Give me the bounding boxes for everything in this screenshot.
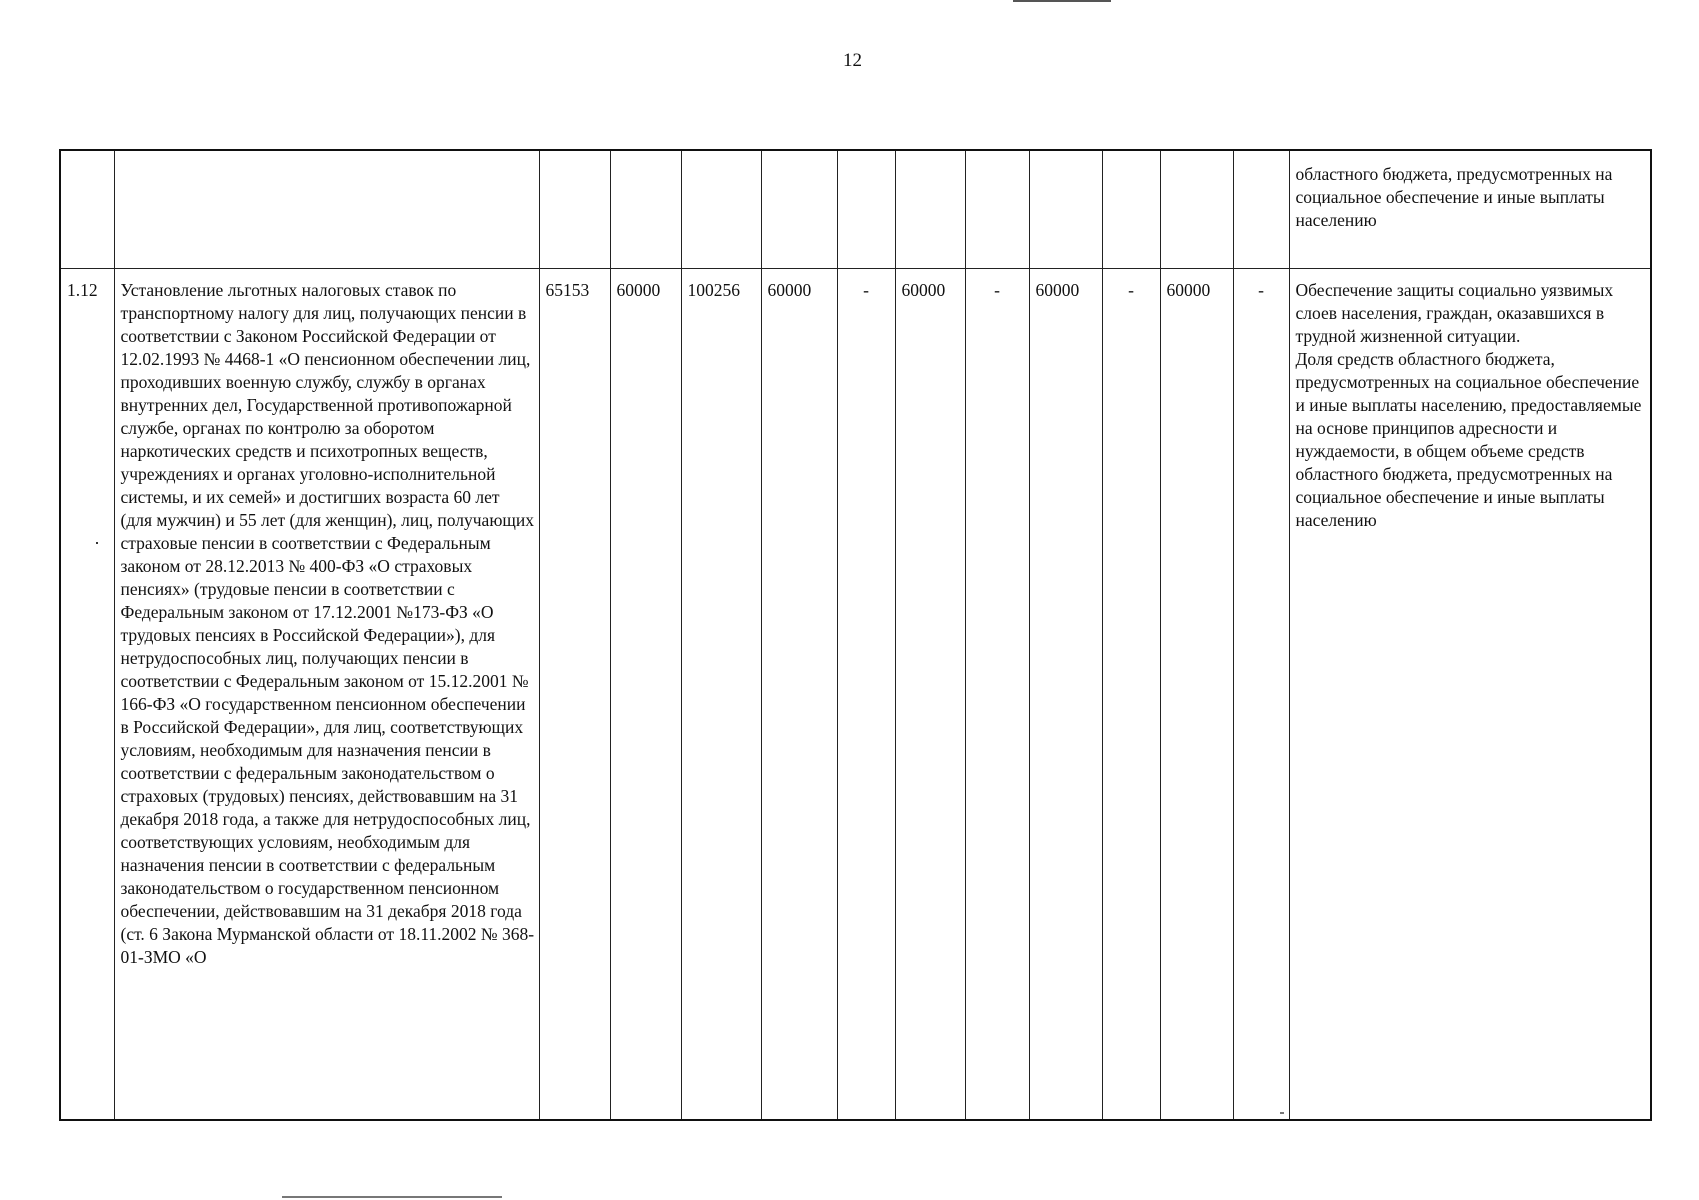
cell-value [1102,150,1160,269]
cell-value [1160,150,1233,269]
value-cell: 60000 [1029,269,1102,1121]
bottom-rule [282,1196,502,1198]
cell-value [681,150,761,269]
table-row-continuation [60,150,1651,269]
cell-value [1029,150,1102,269]
measure-text: Установление льготных налоговых ставок по транспортному налогу для лиц, получающих пенсии в соответствии с Законом Российской Федерации от 12.02.1993 № 4468-1 «О пенсионном обеспечении лиц, проходивших военную службу, службу в органах внутренних дел, Государственной противопожарной службе, органах по контролю за оборотом наркотических средств и психотропных веществ, учреждениях и органах уголовно-исполнительной системы, и их семей» и достигших возраста 60 лет (для мужчин) и 55 лет (для женщин), лиц, получающих страховые пенсии в соответствии с Федеральным законом от 28.12.2013 № 400-ФЗ «О страховых пенсиях» (трудовые пенсии в соответствии с Федеральным законом от 17.12.2001 №173-ФЗ «О трудовых пенсиях в Российской Федерации»), для нетрудоспособных лиц, получающих пенсии в соответствии с Федеральным законом от 15.12.2001 № 166-ФЗ «О государственном пенсионном обеспечении в Российской Федерации», для лиц, соответствующих условиям, необходимым для назначения пенсии в соответствии с федеральным законодательством о страховых (трудовых) пенсиях, действовавшим на 31 декабря 2018 года, а также для нетрудоспособных лиц, соответствующих условиям, необходимым для назначения пенсии в соответствии с федеральным законодательством о государственном пенсионном обеспечении, действовавшим на 31 декабря 2018 года (ст. 6 Закона Мурманской области от 18.11.2002 № 368-01-ЗМО «О [114,269,539,1121]
value-cell: 60000 [1160,269,1233,1121]
description-paragraph: Доля средств областного бюджета, предусмотренных на социальное обеспечение и иные выплаты населению, предоставляемые на основе принципов адресности и нуждаемости, в общем объеме средств областного бюджета, предусмотренных на социальное обеспечение и иные выплаты населению [1295,349,1642,530]
cell-value [761,150,837,269]
value-cell: 60000 [895,269,965,1121]
cell-number [60,150,114,269]
value-cell: 65153 [539,269,610,1121]
margin-mark [1280,1112,1284,1114]
value-cell: 100256 [681,269,761,1121]
cell-value [610,150,681,269]
target-description [1289,269,1651,1121]
value-cell: 60000 [610,269,681,1121]
cell-text [114,150,539,269]
top-rule [1013,0,1111,2]
cell-value [1233,150,1289,269]
value-cell: - [965,269,1029,1121]
cell-description: областного бюджета, предусмотренных на социальное обеспечение и иные выплаты населению [1289,150,1651,269]
value-cell: 60000 [761,269,837,1121]
cell-value [895,150,965,269]
cell-value [837,150,895,269]
table-row-1-12 [60,269,1651,1121]
indicators-table [59,149,1652,1121]
description-paragraph: Обеспечение защиты социально уязвимых слоев населения, граждан, оказавшихся в трудной жизненной ситуации. [1295,280,1614,346]
value-cell: - [1102,269,1160,1121]
value-cell: - [1233,269,1289,1121]
cell-value [965,150,1029,269]
cell-value [539,150,610,269]
value-cell: - [837,269,895,1121]
page-number: 12 [843,50,862,71]
row-number: 1.12 [60,269,114,1121]
